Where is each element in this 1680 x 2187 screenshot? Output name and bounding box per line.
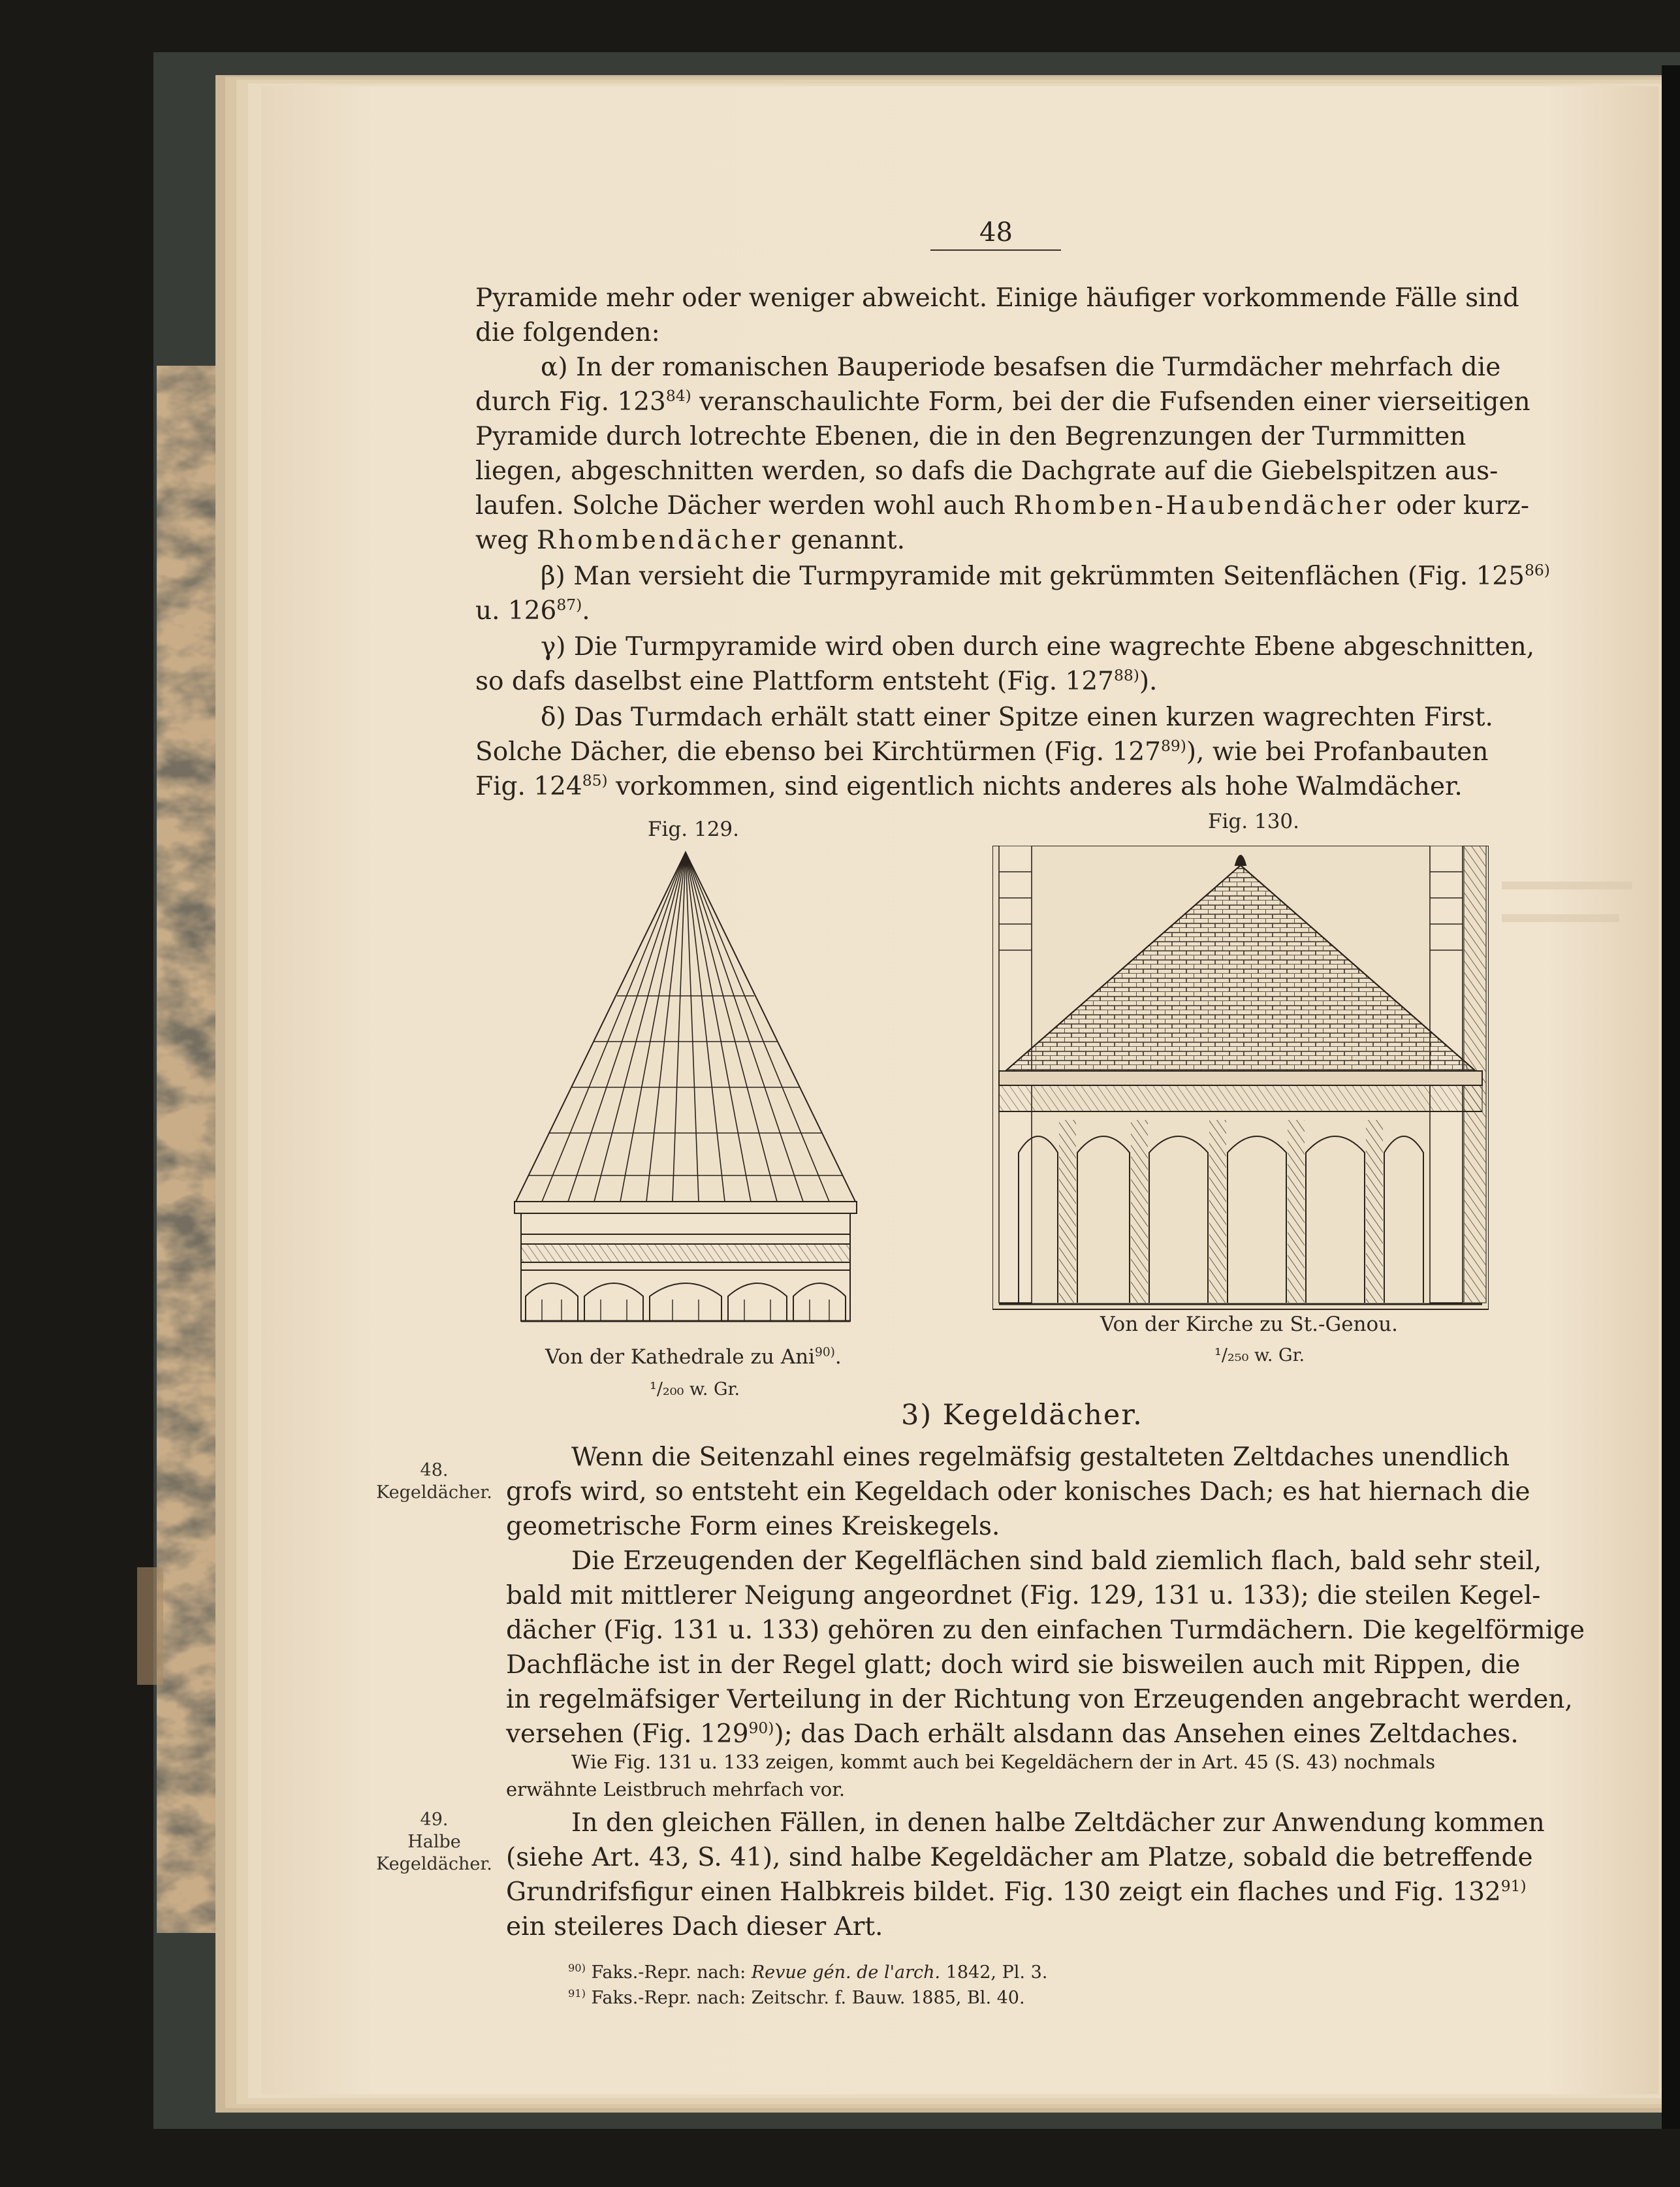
- text-line: [475, 523, 905, 558]
- footnote-ref: 87): [556, 596, 582, 614]
- footnote-ref: 86): [1524, 561, 1550, 579]
- spaced-term: Rhomben-Haubendächer: [1013, 491, 1388, 520]
- margin-note-48: [372, 1460, 496, 1504]
- text-line: [541, 559, 1550, 594]
- text-line: Die Erzeugenden der Kegelflächen sind bald ziemlich flach, bald sehr steil,: [571, 1546, 1542, 1576]
- text-line: in regelmäfsiger Verteilung in der Richtung von Erzeugenden angebracht werden,: [506, 1685, 1573, 1714]
- text-run: oder kurz-: [1387, 491, 1530, 520]
- margin-note-number: 49.: [420, 1810, 449, 1830]
- text-line: Pyramide durch lotrechte Ebenen, die in den Begrenzungen der Turmmitten: [475, 422, 1466, 451]
- text-run: ); das Dach erhält alsdann das Ansehen eines Zeltdaches.: [774, 1719, 1519, 1749]
- text-run: genannt.: [782, 526, 905, 555]
- margin-note-title: Kegeldächer.: [376, 1482, 492, 1503]
- page-number: 48: [979, 217, 1013, 247]
- footnote-text: Faks.-Repr. nach: Zeitschr. f. Bauw. 1885, Bl. 40.: [585, 1988, 1025, 2008]
- footnote-ref: 89): [1160, 737, 1186, 755]
- figure-129-scale: ¹/₂₀₀ w. Gr.: [650, 1379, 740, 1399]
- footnote-ref: 85): [582, 771, 608, 790]
- text-line: α) In der romanischen Bauperiode besafsen die Turmdächer mehrfach die: [541, 353, 1501, 382]
- footnote-91: [568, 1988, 1025, 2008]
- text-line: [475, 769, 1463, 804]
- figure-129-caption: [545, 1345, 842, 1369]
- text-line: die folgenden:: [475, 318, 660, 347]
- text-run: vorkommen, sind eigentlich nichts anderes als hohe Walmdächer.: [607, 772, 1463, 801]
- margin-note-title: Kegeldächer.: [376, 1854, 492, 1874]
- text-run: versehen (Fig. 129: [506, 1719, 749, 1749]
- footnote-number: 91): [568, 1987, 586, 2000]
- text-line: Pyramide mehr oder weniger abweicht. Einige häufiger vorkommende Fälle sind: [475, 283, 1519, 313]
- margin-note-49: [372, 1809, 496, 1876]
- text-run: Fig. 124: [475, 772, 582, 801]
- text-run: ), wie bei Profanbauten: [1186, 737, 1489, 767]
- text-run: .: [582, 596, 590, 626]
- text-line: [475, 735, 1488, 769]
- footnote-ref: 91): [1500, 1877, 1527, 1895]
- text-line: [475, 385, 1530, 419]
- margin-note-number: 48.: [420, 1460, 449, 1480]
- small-text-line: Wie Fig. 131 u. 133 zeigen, kommt auch bei Kegeldächern der in Art. 45 (S. 43) nochmals: [571, 1751, 1436, 1773]
- text-line: Wenn die Seitenzahl eines regelmäfsig gestalteten Zeltdaches unendlich: [571, 1443, 1510, 1472]
- text-line: Dachfläche ist in der Regel glatt; doch wird sie bisweilen auch mit Rippen, die: [506, 1650, 1521, 1680]
- figure-130-scale: ¹/₂₅₀ w. Gr.: [1214, 1345, 1305, 1365]
- text-run: durch Fig. 123: [475, 387, 666, 417]
- section-heading: 3) Kegeldächer.: [901, 1399, 1143, 1431]
- text-run: laufen. Solche Dächer werden wohl auch: [475, 491, 1014, 520]
- footnote-ref: 90): [748, 1719, 774, 1737]
- figure-129-label: Fig. 129.: [648, 818, 739, 841]
- figure-129-illustration: [503, 846, 868, 1342]
- text-run: weg: [475, 526, 537, 555]
- text-line: γ) Die Turmpyramide wird oben durch eine wagrechte Ebene abgeschnitten,: [541, 632, 1535, 662]
- page-number-rule: [930, 249, 1061, 251]
- footnote-ref: 88): [1113, 666, 1139, 684]
- text-run: u. 126: [475, 596, 557, 626]
- text-line: grofs wird, so entsteht ein Kegeldach oder konisches Dach; es hat hiernach die: [506, 1477, 1530, 1507]
- text-line: δ) Das Turmdach erhält statt einer Spitze einen kurzen wagrechten First.: [541, 703, 1493, 732]
- text-run: Grundrifsfigur einen Halbkreis bildet. Fig. 130 zeigt ein flaches und Fig. 132: [506, 1877, 1501, 1907]
- text-run: ).: [1139, 667, 1158, 696]
- footnote-text: Faks.-Repr. nach:: [585, 1962, 752, 1983]
- footnote-90: [568, 1962, 1047, 1983]
- text-line: ein steileres Dach dieser Art.: [506, 1912, 883, 1941]
- text-line: [506, 1717, 1519, 1751]
- small-text-line: erwähnte Leistbruch mehrfach vor.: [506, 1778, 846, 1800]
- figure-130-caption: Von der Kirche zu St.-Genou.: [1100, 1313, 1399, 1336]
- text-line: [475, 664, 1157, 699]
- footnote-ref: 84): [665, 387, 691, 405]
- footnote-ref: 90): [814, 1345, 835, 1360]
- text-line: bald mit mittlerer Neigung angeordnet (Fig. 129, 131 u. 133); die steilen Kegel-: [506, 1581, 1541, 1610]
- figure-130-illustration: [992, 846, 1489, 1313]
- text-line: (siehe Art. 43, S. 41), sind halbe Kegeldächer am Platze, sobald die betreffende: [506, 1843, 1533, 1872]
- text-line: geometrische Form eines Kreiskegels.: [506, 1512, 1000, 1541]
- text-run: Solche Dächer, die ebenso bei Kirchtürmen (Fig. 127: [475, 737, 1161, 767]
- margin-note-title: Halbe: [407, 1832, 461, 1852]
- footnote-title: Revue gén. de l'arch.: [751, 1962, 941, 1983]
- caption-text: .: [834, 1345, 842, 1369]
- footnote-number: 90): [568, 1962, 586, 1974]
- text-line: [475, 488, 1529, 523]
- book-page: [287, 85, 1658, 2090]
- text-line: dächer (Fig. 131 u. 133) gehören zu den einfachen Turmdächern. Die kegelförmige: [506, 1616, 1585, 1645]
- text-run: so dafs daselbst eine Plattform entsteht (Fig. 127: [475, 667, 1114, 696]
- text-run: β) Man versieht die Turmpyramide mit gekrümmten Seitenflächen (Fig. 125: [541, 562, 1525, 591]
- text-line: [506, 1875, 1527, 1909]
- spaced-term: Rhombendächer: [536, 526, 783, 555]
- text-line: In den gleichen Fällen, in denen halbe Zeltdächer zur Anwendung kommen: [571, 1808, 1545, 1838]
- text-line: liegen, abgeschnitten werden, so dafs die Dachgrate auf die Giebelspitzen aus-: [475, 456, 1498, 486]
- footnote-text: 1842, Pl. 3.: [940, 1962, 1048, 1983]
- figure-130-label: Fig. 130.: [1208, 810, 1299, 833]
- text-line: [475, 594, 590, 628]
- caption-text: Von der Kathedrale zu Ani: [545, 1345, 815, 1369]
- text-run: veranschaulichte Form, bei der die Fufsenden einer vierseitigen: [691, 387, 1530, 417]
